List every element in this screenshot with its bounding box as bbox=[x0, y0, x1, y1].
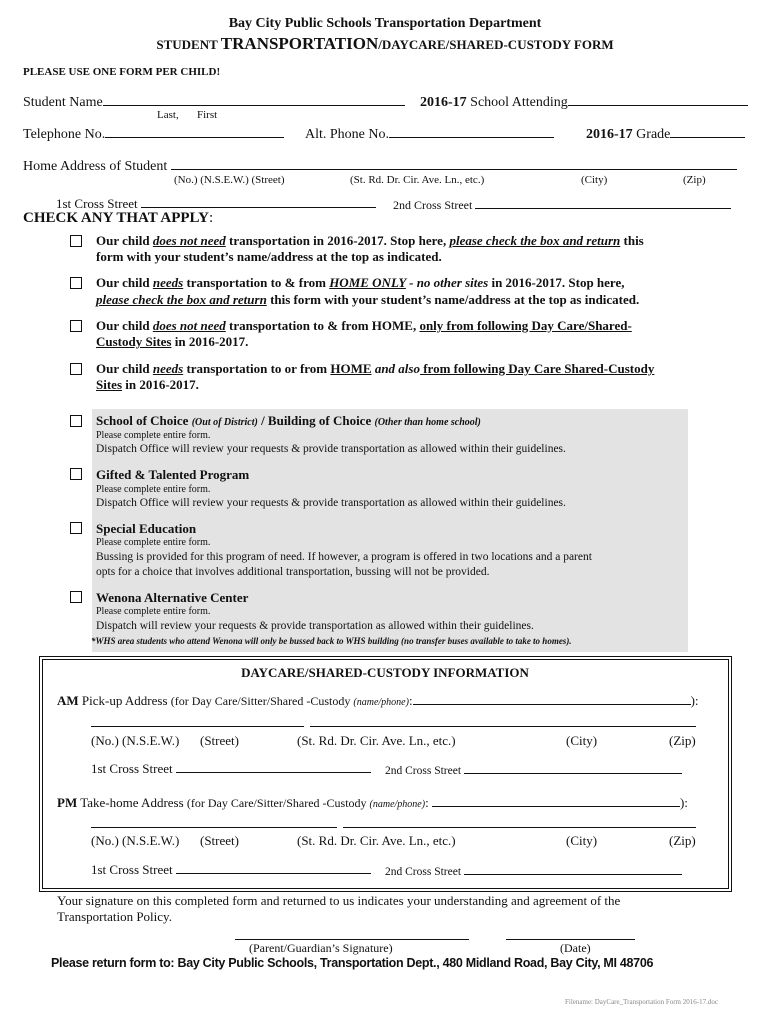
am-cross-1-field[interactable] bbox=[176, 759, 371, 773]
choice-note2: (Other than home school) bbox=[374, 417, 481, 428]
opt3-f: in 2016-2017. bbox=[171, 334, 249, 349]
opt4-h: in 2016-2017. bbox=[122, 377, 199, 392]
pm-name-phone: (name/phone) bbox=[369, 799, 426, 810]
return-address: Please return form to: Bay City Public Schools, Transportation Dept., 480 Midland Road, Bay City, MI 48706 bbox=[51, 956, 654, 970]
am-pickup-label: Pick-up Address bbox=[78, 693, 171, 708]
am-sub-street: (Street) bbox=[200, 733, 239, 748]
opt2-e: - no other sites bbox=[405, 275, 489, 290]
form-title bbox=[0, 34, 770, 54]
choice-dispatch: Dispatch Office will review your requests & provide transportation as allowed within their guidelines. bbox=[96, 443, 566, 455]
opt1-b: does not need bbox=[152, 233, 226, 248]
last-label: Last, bbox=[157, 109, 179, 121]
home-address-row bbox=[23, 156, 737, 175]
alt-phone-label: Alt. Phone No. bbox=[305, 127, 389, 142]
option-no-transport-line1 bbox=[96, 233, 644, 249]
student-name-label: Student Name bbox=[23, 95, 103, 110]
pm-street-field[interactable] bbox=[91, 827, 337, 828]
am-paren: (for Day Care/Sitter/Shared -Custody bbox=[170, 694, 354, 708]
addr-sub-city: (City) bbox=[581, 174, 608, 186]
am-sub-type: (St. Rd. Dr. Cir. Ave. Ln., etc.) bbox=[297, 733, 456, 748]
pm-takehome-label: Take-home Address bbox=[77, 795, 187, 810]
am-sub-no: (No.) (N.S.E.W.) bbox=[91, 733, 180, 748]
opt4-f: from following Day Care Shared-Custody bbox=[419, 361, 655, 376]
alt-phone-row bbox=[305, 124, 554, 143]
opt4-d: HOME bbox=[330, 361, 372, 376]
pm-cross-1-field[interactable] bbox=[176, 860, 371, 874]
am-cross-2-field[interactable] bbox=[464, 760, 682, 774]
gifted-dispatch: Dispatch Office will review your requests & provide transportation as allowed within their guidelines. bbox=[96, 497, 566, 509]
pm-cross-1-row bbox=[91, 860, 371, 878]
pm-end: ): bbox=[679, 795, 688, 810]
pm-sub-zip: (Zip) bbox=[669, 833, 696, 848]
department-title: Bay City Public Schools Transportation Department bbox=[228, 16, 542, 31]
pm-paren: (for Day Care/Sitter/Shared -Custody bbox=[186, 796, 370, 810]
school-of-choice-title bbox=[96, 413, 481, 429]
checkbox-no-transport[interactable] bbox=[70, 235, 82, 247]
opt4-c: transportation to or from bbox=[183, 361, 331, 376]
form-title-prefix: STUDENT bbox=[156, 37, 221, 52]
cross-street-1-label: 1st Cross Street bbox=[56, 196, 138, 211]
opt2-f: in 2016-2017. Stop here, bbox=[488, 275, 625, 290]
pm-label: PM bbox=[57, 795, 78, 810]
opt4-a: Our child bbox=[96, 361, 153, 376]
opt2-b: needs bbox=[152, 275, 184, 290]
telephone-row bbox=[23, 124, 284, 143]
choice-mid: / Building of Choice bbox=[257, 413, 375, 428]
pm-cross-2-row bbox=[385, 861, 682, 878]
am-cross-1-row bbox=[91, 759, 371, 777]
opt4-e: and also bbox=[371, 361, 420, 376]
am-label: AM bbox=[57, 693, 79, 708]
option-no-transport-line2: form with your student’s name/address at the top as indicated. bbox=[96, 249, 442, 264]
am-cross-1-label: 1st Cross Street bbox=[91, 761, 173, 776]
pm-sub-no: (No.) (N.S.E.W.) bbox=[91, 833, 180, 848]
pm-cross-2-label: 2nd Cross Street bbox=[385, 866, 462, 878]
cross-street-2-row bbox=[393, 195, 731, 213]
check-heading-text: CHECK ANY THAT APPLY bbox=[23, 210, 210, 226]
am-street-field[interactable] bbox=[91, 726, 304, 727]
opt1-a: Our child bbox=[96, 233, 153, 248]
option-home-only-line2 bbox=[96, 292, 639, 308]
option-home-and-daycare-line1 bbox=[96, 361, 654, 377]
gifted-title: Gifted & Talented Program bbox=[96, 467, 250, 482]
sped-complete: Please complete entire form. bbox=[96, 537, 211, 548]
date-label: (Date) bbox=[560, 941, 591, 955]
choice-title: School of Choice bbox=[96, 413, 192, 428]
opt3-d: only from following Day Care/Shared- bbox=[419, 318, 632, 333]
am-name-phone-field[interactable] bbox=[413, 691, 691, 705]
addr-sub-type: (St. Rd. Dr. Cir. Ave. Ln., etc.) bbox=[350, 174, 485, 186]
pm-sub-type: (St. Rd. Dr. Cir. Ave. Ln., etc.) bbox=[297, 833, 456, 848]
gifted-complete: Please complete entire form. bbox=[96, 484, 211, 495]
checkbox-daycare-only[interactable] bbox=[70, 320, 82, 332]
choice-note: (Out of District) bbox=[191, 417, 258, 428]
checkbox-wenona[interactable] bbox=[70, 591, 82, 603]
telephone-field[interactable] bbox=[105, 124, 284, 138]
filename: Filename: DayCare_Transportation Form 2016-17.doc bbox=[565, 998, 718, 1006]
form-title-big: TRANSPORTATION bbox=[220, 34, 379, 53]
opt3-c: transportation to & from HOME, bbox=[225, 318, 420, 333]
checkbox-special-ed[interactable] bbox=[70, 522, 82, 534]
home-address-field[interactable] bbox=[171, 156, 737, 170]
opt2-g: please check the box and return bbox=[96, 292, 267, 307]
one-form-notice: PLEASE USE ONE FORM PER CHILD! bbox=[23, 66, 221, 78]
checkbox-school-of-choice[interactable] bbox=[70, 415, 82, 427]
checkbox-gifted[interactable] bbox=[70, 468, 82, 480]
alt-phone-field[interactable] bbox=[389, 124, 554, 138]
option-home-only-line1 bbox=[96, 275, 624, 291]
signature-label: (Parent/Guardian’s Signature) bbox=[249, 941, 393, 955]
am-sub-zip: (Zip) bbox=[669, 733, 696, 748]
opt2-d: HOME ONLY bbox=[329, 275, 406, 290]
grade-label: Grade bbox=[632, 127, 671, 142]
pm-sub-street: (Street) bbox=[200, 833, 239, 848]
opt1-c: transportation in 2016-2017. Stop here, bbox=[225, 233, 450, 248]
cross-street-2-label: 2nd Cross Street bbox=[393, 198, 473, 212]
opt2-a: Our child bbox=[96, 275, 153, 290]
choice-complete: Please complete entire form. bbox=[96, 430, 211, 441]
sped-line1: Bussing is provided for this program of need. If however, a program is offered in two locations and a parent bbox=[96, 551, 592, 563]
check-heading bbox=[23, 210, 213, 227]
pm-sub-city: (City) bbox=[566, 833, 598, 848]
grade-year: 2016-17 bbox=[586, 127, 633, 142]
signature-statement-1: Your signature on this completed form and returned to us indicates your understanding and agreement of the bbox=[57, 893, 621, 908]
wenona-dispatch: Dispatch will review your requests & provide transportation as allowed within their guidelines. bbox=[96, 620, 534, 632]
school-year: 2016-17 bbox=[420, 95, 467, 110]
pm-name-phone-field[interactable] bbox=[432, 793, 680, 807]
cross-street-1-field[interactable] bbox=[141, 194, 376, 208]
pm-colon: : bbox=[425, 795, 429, 810]
check-heading-colon: : bbox=[209, 210, 214, 226]
pm-cross-2-field[interactable] bbox=[464, 861, 682, 875]
school-attending-field[interactable] bbox=[568, 92, 748, 106]
am-cross-2-row bbox=[385, 760, 682, 777]
am-cross-2-label: 2nd Cross Street bbox=[385, 765, 462, 777]
opt1-e: this bbox=[620, 233, 644, 248]
am-pickup-row bbox=[57, 691, 699, 709]
addr-sub-zip: (Zip) bbox=[683, 174, 706, 186]
am-sub-city: (City) bbox=[566, 733, 598, 748]
cross-street-2-field[interactable] bbox=[475, 195, 731, 209]
form-title-suffix: /DAYCARE/SHARED-CUSTODY FORM bbox=[378, 37, 614, 52]
option-daycare-only-line2 bbox=[96, 334, 248, 350]
opt1-d: please check the box and return bbox=[449, 233, 621, 248]
pm-cross-1-label: 1st Cross Street bbox=[91, 862, 173, 877]
opt4-g: Sites bbox=[96, 377, 122, 392]
checkbox-home-and-daycare[interactable] bbox=[70, 363, 82, 375]
pm-city-field[interactable] bbox=[343, 827, 696, 828]
opt3-e: Custody Sites bbox=[96, 334, 172, 349]
home-address-label: Home Address of Student bbox=[23, 159, 168, 174]
sped-line2: opts for a choice that involves additional transportation, bussing will not be provided. bbox=[96, 566, 490, 578]
am-colon: : bbox=[408, 693, 413, 708]
opt3-a: Our child bbox=[96, 318, 153, 333]
checkbox-home-only[interactable] bbox=[70, 277, 82, 289]
addr-sub-street: (No.) (N.S.E.W.) (Street) bbox=[174, 174, 285, 186]
pm-takehome-row bbox=[57, 793, 688, 811]
am-end: ): bbox=[690, 693, 699, 708]
wenona-complete: Please complete entire form. bbox=[96, 606, 211, 617]
opt2-h: this form with your student’s name/address at the top as indicated. bbox=[266, 292, 640, 307]
student-name-field[interactable] bbox=[103, 92, 405, 106]
signature-statement-2: Transportation Policy. bbox=[57, 909, 172, 924]
opt2-c: transportation to & from bbox=[183, 275, 330, 290]
whs-note: *WHS area students who attend Wenona will only be bussed back to WHS building (no transfer buses available to take to homes). bbox=[91, 636, 572, 646]
opt4-b: needs bbox=[152, 361, 184, 376]
grade-field[interactable] bbox=[670, 124, 745, 138]
signature-field[interactable] bbox=[235, 939, 469, 940]
first-label: First bbox=[197, 109, 218, 121]
option-daycare-only-line1 bbox=[96, 318, 632, 334]
school-attending-row bbox=[420, 92, 748, 111]
am-city-field[interactable] bbox=[310, 726, 696, 727]
daycare-title: DAYCARE/SHARED-CUSTODY INFORMATION bbox=[241, 665, 529, 680]
sped-title: Special Education bbox=[96, 521, 197, 536]
am-name-phone: (name/phone) bbox=[353, 697, 409, 708]
opt3-b: does not need bbox=[152, 318, 226, 333]
school-attending-label: School Attending bbox=[466, 95, 568, 110]
option-home-and-daycare-line2 bbox=[96, 377, 199, 393]
wenona-title: Wenona Alternative Center bbox=[96, 590, 249, 605]
telephone-label: Telephone No. bbox=[23, 127, 106, 142]
date-field[interactable] bbox=[506, 939, 635, 940]
grade-row bbox=[586, 124, 745, 143]
